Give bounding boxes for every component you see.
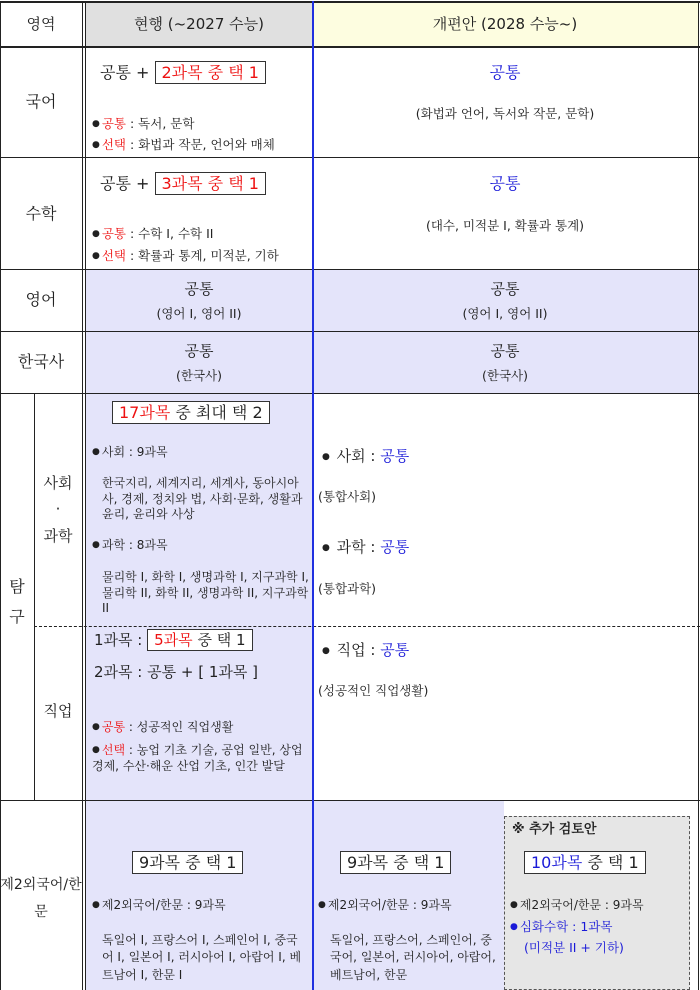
label-vocational: 직업 [43, 702, 73, 720]
vocational-common: ● 공통 : 성공적인 직업생활 [92, 720, 234, 734]
english-current-main: 공통 [184, 280, 214, 298]
math-reform-main: 공통 [489, 174, 521, 193]
vocational-reform-sub: (성공적인 직업생활) [318, 683, 429, 698]
extra-review-head: ● 제2외국어/한문 : 9과목 [510, 898, 644, 912]
inquiry-social-head: ● 사회 : 9과목 [92, 445, 168, 459]
lang-reform-head: ● 제2외국어/한문 : 9과목 [318, 898, 452, 912]
lang-current-box: 9과목 중 택 1 [132, 853, 243, 873]
extra-review-adv1: ● 심화수학 : 1과목 [510, 919, 613, 934]
label-social-science: 사회 · 과학 [43, 474, 73, 545]
area-math: 수학 [25, 204, 57, 223]
english-reform-sub: (영어 I, 영어 II) [462, 306, 548, 321]
header-current: 현행 (~2027 수능) [134, 15, 264, 33]
inquiry-reform-science-sub: (통합과학) [318, 581, 377, 596]
korean-current-common: ● 공통 : 독서, 문학 [92, 116, 195, 131]
lang-current-head: ● 제2외국어/한문 : 9과목 [92, 898, 226, 912]
inquiry-select-box: 17과목 중 최대 택 2 [112, 403, 270, 423]
inquiry-science-head: ● 과학 : 8과목 [92, 538, 168, 552]
korean-current-select: ● 선택 : 화법과 작문, 언어와 매체 [92, 137, 275, 152]
inquiry-science-list: 물리학 I, 화학 I, 생명과학 I, 지구과학 I, 물리학 II, 화학 II, 생명과학 II, 지구과학 II [102, 570, 309, 616]
english-current-sub: (영어 I, 영어 II) [156, 306, 242, 321]
extra-review-adv2: (미적분 II + 기하) [524, 940, 624, 955]
vocational-reform: ● 직업 : 공통 [322, 641, 410, 659]
area-korean: 국어 [25, 92, 57, 111]
extra-review-title: ※ 추가 검토안 [512, 822, 597, 837]
korean-reform-main: 공통 [489, 63, 521, 82]
korean-select-box: 2과목 중 택 1 [155, 61, 266, 84]
lang-reform-list: 독일어, 프랑스어, 스페인어, 중국어, 일본어, 러시아어, 아랍어, 베트남어, 한문 [330, 933, 496, 982]
lang-current-list: 독일어 I, 프랑스어 I, 스페인어 I, 중국어 I, 일본어 I, 러시아어 I, 아랍어 I, 베트남어 I, 한문 I [102, 933, 302, 982]
korean-reform-sub: (화법과 언어, 독서와 작문, 문학) [415, 106, 595, 121]
history-reform-main: 공통 [490, 342, 520, 360]
english-reform-main: 공통 [490, 280, 520, 298]
vocational-line2: 2과목 : 공통 + [ 1과목 ] [94, 663, 258, 681]
inquiry-reform-social-sub: (통합사회) [318, 489, 377, 504]
history-reform-sub: (한국사) [482, 368, 528, 383]
area-second-lang: 제2외국어/한문 [0, 877, 82, 920]
math-current-common: ● 공통 : 수학 I, 수학 II [92, 226, 214, 241]
area-inquiry: 탐 구 [9, 577, 25, 627]
header-area: 영역 [26, 15, 56, 33]
math-select-box: 3과목 중 택 1 [155, 172, 266, 195]
inquiry-reform-social: ● 사회 : 공통 [322, 447, 410, 465]
area-history: 한국사 [17, 352, 65, 371]
korean-current-main: 공통 + 2과목 중 택 1 [100, 63, 266, 83]
math-current-main: 공통 + 3과목 중 택 1 [100, 174, 266, 194]
math-current-select: ● 선택 : 확률과 통계, 미적분, 기하 [92, 248, 279, 263]
area-english: 영어 [25, 290, 57, 309]
inquiry-social-list: 한국지리, 세계지리, 세계사, 동아시아사, 경제, 정치와 법, 사회·문화, 생활과 윤리, 윤리와 사상 [102, 476, 303, 522]
header-reform: 개편안 (2028 수능~) [432, 15, 578, 33]
history-current-sub: (한국사) [176, 368, 222, 383]
extra-review-select-box: 10과목 중 택 1 [524, 853, 646, 873]
lang-reform-box: 9과목 중 택 1 [340, 853, 451, 873]
inquiry-reform-science: ● 과학 : 공통 [322, 538, 410, 556]
history-current-main: 공통 [184, 342, 214, 360]
vocational-select: ● 선택 : 농업 기초 기술, 공업 일반, 상업 경제, 수산·해운 산업 기초, 인간 발달 [92, 743, 303, 774]
math-reform-sub: (대수, 미적분 I, 확률과 통계) [425, 218, 585, 233]
vocational-line1: 1과목 : 5과목 중 택 1 [94, 631, 253, 650]
